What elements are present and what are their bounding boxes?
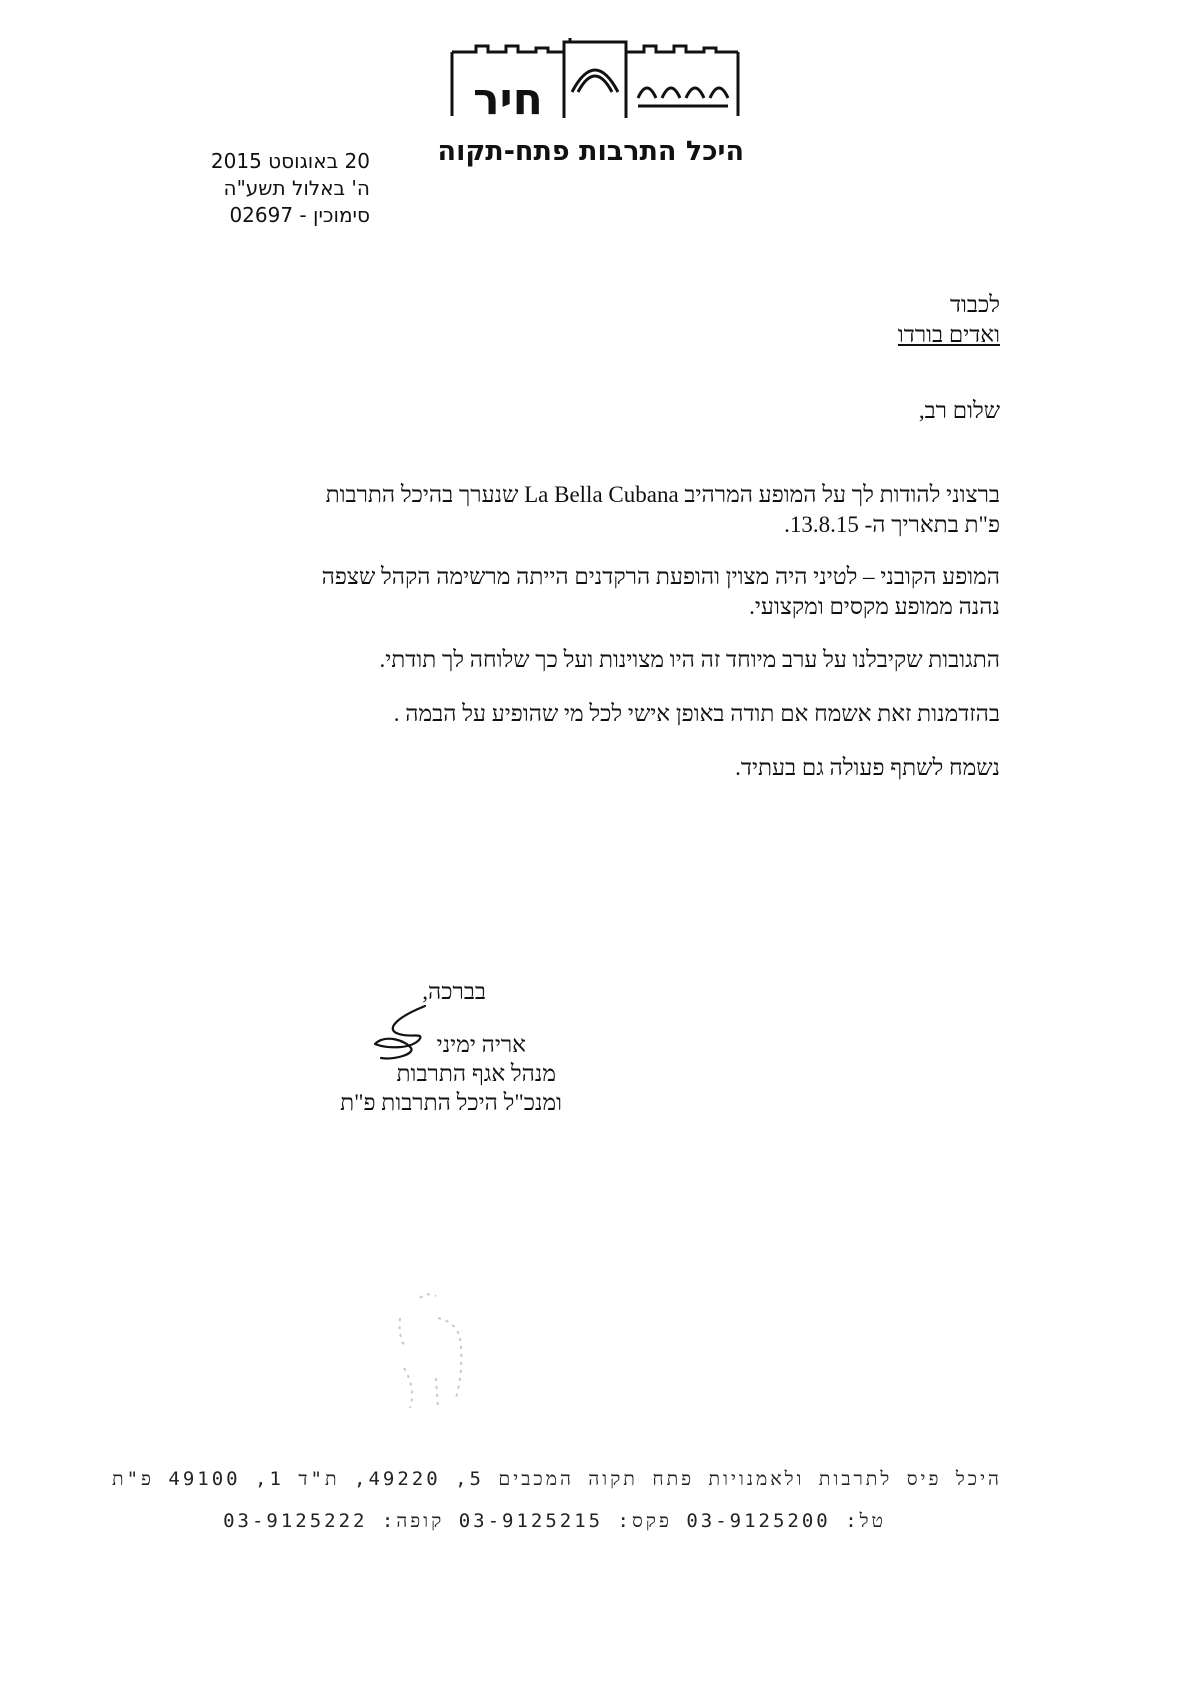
salutation: לכבוד: [949, 292, 1000, 317]
paragraph-line: המופע הקובני – לטיני היה מצוין והופעת הרקדנים הייתה מרשימה הקהל שצפה: [321, 564, 1000, 589]
footer-phones: טל: 03-9125200 פקס: 03-9125215 קופה: 03-9125222: [223, 1510, 886, 1532]
greeting: שלום רב,: [918, 398, 1000, 423]
org-name: היכל התרבות פתח-תקוה: [437, 136, 744, 167]
closing: בברכה,: [422, 979, 486, 1004]
paragraph-future: נשמח לשתף פעולה גם בעתיד.: [735, 755, 1000, 780]
addressee-name: ואדים בורדו: [897, 322, 1000, 347]
date-block: [170, 148, 370, 229]
paragraph-show-review: [322, 562, 1000, 622]
paragraph-thanks: [326, 480, 1000, 540]
org-logo: [448, 38, 742, 128]
date-hebrew: ה' באלול תשע"ה: [223, 176, 370, 200]
paragraph-line: פ"ת בתאריך ה- 13.8.15.: [784, 512, 1000, 537]
paragraph-request: בהזדמנות זאת אשמח אם תודה באופן אישי לכל מי שהופיע על הבמה .: [393, 701, 1000, 726]
paragraph-line: נהנה ממופע מקסים ומקצועי.: [749, 594, 1000, 619]
addressee-block: [898, 290, 1000, 350]
signer-organization: ומנכ"ל היכל התרבות פ"ת: [340, 1090, 562, 1115]
signer-name: אריה ימיני: [436, 1032, 526, 1057]
paragraph-line: ברצוני להודות לך על המופע המרהיב La Bella Cubana שנערך בהיכל התרבות: [325, 482, 1000, 507]
date-gregorian: 20 באוגוסט 2015: [210, 149, 370, 173]
faint-watermark: [380, 1278, 500, 1428]
logo-lettering: חיר: [473, 74, 543, 125]
footer-address: היכל פיס לתרבות ולאמנויות פתח תקוה המכבים 5, 49220, ת"ד 1, 49100 פ"ת: [111, 1468, 1002, 1490]
reference-number: סימוכין - 02697: [229, 203, 370, 227]
paragraph-feedback: התגובות שקיבלנו על ערב מיוחד זה היו מצוינות ועל כך שלוחה לך תודתי.: [379, 647, 1000, 672]
signer-title: מנהל אגף התרבות: [396, 1061, 556, 1086]
